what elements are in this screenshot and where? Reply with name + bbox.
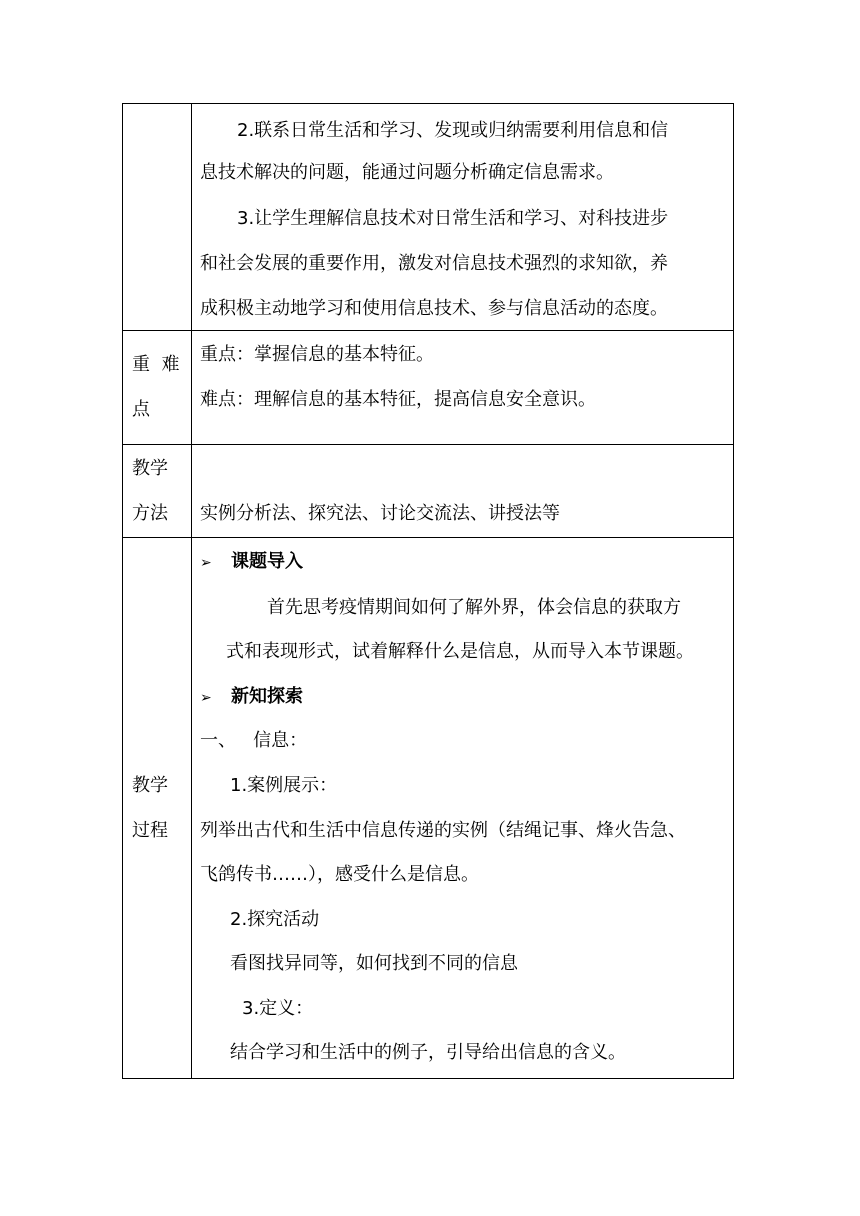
objective-line-2: 息技术解决的问题，能通过问题分析确定信息需求。 <box>200 162 614 183</box>
definition-text: 结合学习和生活中的例子，引导给出信息的含义。 <box>230 1042 626 1063</box>
explore-heading: 新知探索 <box>231 686 303 707</box>
objective-line-1: 2.联系日常生活和学习、发现或归纳需要利用信息和信 <box>237 120 669 141</box>
section-1-heading: 一、 信息： <box>200 730 308 751</box>
difficult-point: 难点：理解信息的基本特征，提高信息安全意识。 <box>200 389 596 410</box>
intro-heading: 课题导入 <box>231 551 303 572</box>
activity-text: 看图找异同等，如何找到不同的信息 <box>230 953 518 974</box>
methods-text: 实例分析法、探究法、讨论交流法、讲授法等 <box>200 503 560 524</box>
activity-title: 2.探究活动 <box>230 909 320 930</box>
objective-line-3: 3.让学生理解信息技术对日常生活和学习、对科技进步 <box>237 208 669 229</box>
lesson-plan-table <box>122 103 734 1079</box>
methods-row <box>123 445 734 538</box>
case-title: 1.案例展示： <box>230 775 338 796</box>
objective-line-4: 和社会发展的重要作用，激发对信息技术强烈的求知欲，养 <box>200 253 668 274</box>
arrow-bullet-icon: ➢ <box>200 690 212 706</box>
objectives-label-cell <box>123 104 192 331</box>
definition-title: 3.定义： <box>242 998 314 1019</box>
process-label-cell <box>123 538 192 1079</box>
intro-line-1: 首先思考疫情期间如何了解外界，体会信息的获取方 <box>267 597 681 618</box>
objective-line-5: 成积极主动地学习和使用信息技术、参与信息活动的态度。 <box>200 298 668 319</box>
focus-point: 重点：掌握信息的基本特征。 <box>200 344 434 365</box>
key-points-label-line-1: 重 难 <box>132 354 180 375</box>
objectives-row <box>123 104 734 331</box>
process-label-line-2: 过程 <box>132 820 168 841</box>
methods-label-line-2: 方法 <box>132 503 168 524</box>
objectives-content-cell <box>192 104 734 331</box>
process-label-line-1: 教学 <box>132 775 168 796</box>
intro-heading-line <box>200 551 303 574</box>
intro-line-2: 式和表现形式，试着解释什么是信息，从而导入本节课题。 <box>226 641 694 662</box>
key-points-content-cell <box>192 331 734 445</box>
arrow-bullet-icon: ➢ <box>200 555 212 571</box>
key-points-row <box>123 331 734 445</box>
methods-label-line-1: 教学 <box>132 458 168 479</box>
methods-content-cell <box>192 445 734 538</box>
key-points-label-cell <box>123 331 192 445</box>
case-line-1: 列举出古代和生活中信息传递的实例（结绳记事、烽火告急、 <box>200 820 686 841</box>
explore-heading-line <box>200 686 303 709</box>
process-content-cell <box>192 538 734 1079</box>
key-points-label-line-2: 点 <box>132 399 150 420</box>
case-line-2: 飞鸽传书……），感受什么是信息。 <box>200 864 479 885</box>
process-row <box>123 538 734 1079</box>
methods-label-cell <box>123 445 192 538</box>
